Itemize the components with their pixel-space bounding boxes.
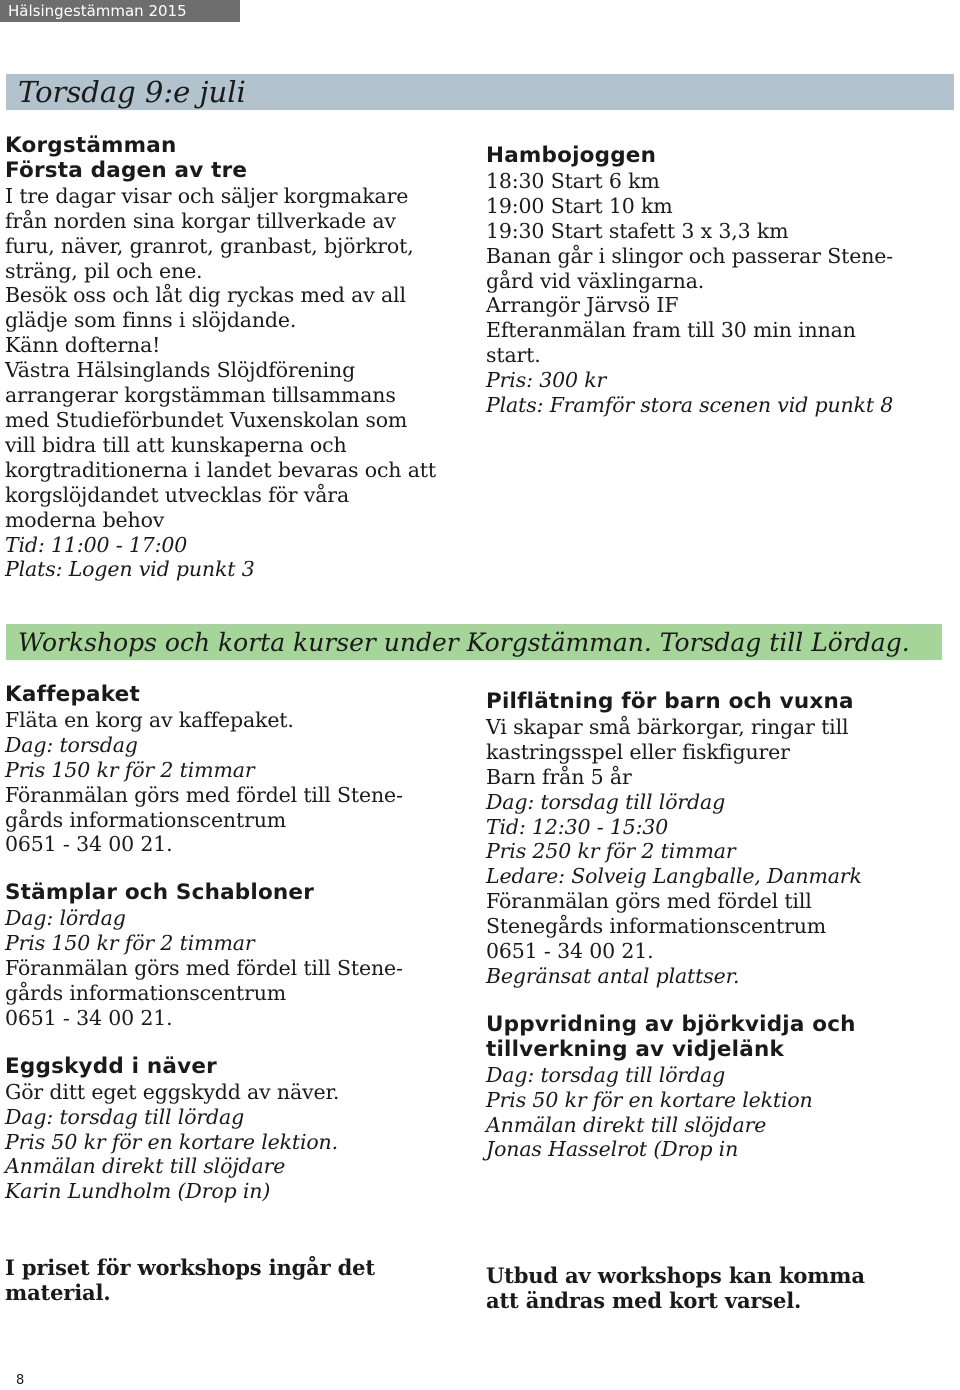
korgstamman-text: från norden sina korgar tillverkade av bbox=[5, 208, 396, 233]
pilflatning-text: Vi skapar små bärkorgar, ringar till bbox=[486, 714, 849, 739]
kaffepaket-phone: 0651 - 34 00 21. bbox=[5, 832, 173, 857]
footer-note-text: Utbud av workshops kan komma bbox=[486, 1263, 865, 1288]
header-title: Hälsingestämman 2015 bbox=[0, 0, 240, 22]
korgstamman-text: moderna behov bbox=[5, 507, 165, 532]
hambojoggen-text: 19:30 Start stafett 3 x 3,3 km bbox=[486, 218, 789, 243]
footer-note-right bbox=[486, 1264, 865, 1314]
uppvridning-heading: Uppvridning av björkvidja och bbox=[486, 1011, 856, 1037]
page-number: 8 bbox=[16, 1373, 25, 1388]
pilflatning-age: Barn från 5 år bbox=[486, 764, 632, 789]
pilflatning-time: Tid: 12:30 - 15:30 bbox=[486, 814, 669, 839]
korgstamman-section bbox=[5, 134, 436, 582]
hambojoggen-text: 19:00 Start 10 km bbox=[486, 193, 673, 218]
kaffepaket-text: gårds informationscentrum bbox=[5, 807, 287, 832]
stamplar-phone: 0651 - 34 00 21. bbox=[5, 1005, 173, 1030]
hambojoggen-section bbox=[486, 144, 893, 418]
stamplar-heading: Stämplar och Schabloner bbox=[5, 880, 315, 906]
stamplar-text: gårds informationscentrum bbox=[5, 980, 287, 1005]
eggskydd-teacher: Karin Lundholm (Drop in) bbox=[5, 1179, 271, 1204]
uppvridning-teacher: Jonas Hasselrot (Drop in bbox=[486, 1137, 739, 1162]
korgstamman-text: I tre dagar visar och säljer korgmakare bbox=[5, 183, 409, 208]
pilflatning-phone: 0651 - 34 00 21. bbox=[486, 939, 654, 964]
hambojoggen-price: Pris: 300 kr bbox=[486, 368, 607, 393]
uppvridning-price: Pris 50 kr för en kortare lektion bbox=[486, 1087, 813, 1112]
eggskydd-signup: Anmälan direkt till slöjdare bbox=[5, 1154, 286, 1179]
korgstamman-text: korgslöjdandet utvecklas för våra bbox=[5, 482, 350, 507]
pilflatning-text: kastringsspel eller fiskfigurer bbox=[486, 739, 790, 764]
kaffepaket-day: Dag: torsdag bbox=[5, 732, 138, 757]
workshops-banner bbox=[6, 624, 942, 660]
korgstamman-heading: Korgstämman bbox=[5, 133, 177, 158]
pilflatning-day: Dag: torsdag till lördag bbox=[486, 789, 726, 814]
pilflatning-heading: Pilflätning för barn och vuxna bbox=[486, 689, 854, 714]
workshops-title: Workshops och korta kurser under Korgstämman. Torsdag till Lördag. bbox=[18, 628, 910, 657]
korgstamman-subheading: Första dagen av tre bbox=[5, 157, 248, 183]
eggskydd-day: Dag: torsdag till lördag bbox=[5, 1104, 245, 1129]
hambojoggen-text: start. bbox=[486, 343, 541, 368]
pilflatning-price: Pris 250 kr för 2 timmar bbox=[486, 839, 736, 864]
uppvridning-signup: Anmälan direkt till slöjdare bbox=[486, 1112, 767, 1137]
pilflatning-leader: Ledare: Solveig Langballe, Danmark bbox=[486, 864, 862, 889]
day-title: Torsdag 9:e juli bbox=[18, 75, 246, 109]
korgstamman-text: arrangerar korgstämman tillsammans bbox=[5, 383, 396, 408]
hambojoggen-text: 18:30 Start 6 km bbox=[486, 168, 660, 193]
hambojoggen-text: Arrangör Järvsö IF bbox=[486, 293, 679, 318]
korgstamman-text: glädje som finns i slöjdande. bbox=[5, 308, 297, 333]
workshops-right-column bbox=[486, 690, 862, 1162]
hambojoggen-text: gård vid växlingarna. bbox=[486, 268, 705, 293]
korgstamman-time: Tid: 11:00 - 17:00 bbox=[5, 532, 188, 557]
korgstamman-place: Plats: Logen vid punkt 3 bbox=[5, 557, 255, 582]
stamplar-text: Föranmälan görs med fördel till Stene- bbox=[5, 956, 403, 981]
uppvridning-day: Dag: torsdag till lördag bbox=[486, 1062, 726, 1087]
footer-note-left bbox=[5, 1256, 375, 1306]
eggskydd-text: Gör ditt eget eggskydd av näver. bbox=[5, 1079, 340, 1104]
footer-note-text: att ändras med kort varsel. bbox=[486, 1287, 802, 1313]
hambojoggen-text: Banan går i slingor och passerar Stene- bbox=[486, 243, 894, 268]
korgstamman-text: Västra Hälsinglands Slöjdförening bbox=[5, 358, 356, 383]
hambojoggen-text: Efteranmälan fram till 30 min innan bbox=[486, 318, 856, 343]
hambojoggen-place: Plats: Framför stora scenen vid punkt 8 bbox=[486, 393, 894, 418]
hambojoggen-heading: Hambojoggen bbox=[486, 143, 657, 168]
footer-note-text: I priset för workshops ingår det bbox=[5, 1255, 375, 1280]
korgstamman-text: Besök oss och låt dig ryckas med av all bbox=[5, 283, 406, 308]
pilflatning-limit: Begränsat antal plattser. bbox=[486, 963, 740, 988]
kaffepaket-heading: Kaffepaket bbox=[5, 682, 140, 707]
korgstamman-text: korgtraditionerna i landet bevaras och att bbox=[5, 457, 436, 482]
uppvridning-heading: tillverkning av vidjelänk bbox=[486, 1036, 784, 1062]
eggskydd-price: Pris 50 kr för en kortare lektion. bbox=[5, 1129, 338, 1154]
kaffepaket-text: Föranmälan görs med fördel till Stene- bbox=[5, 782, 403, 807]
workshops-left-column bbox=[5, 683, 403, 1204]
kaffepaket-price: Pris 150 kr för 2 timmar bbox=[5, 757, 255, 782]
pilflatning-text: Stenegårds informationscentrum bbox=[486, 914, 827, 939]
stamplar-day: Dag: lördag bbox=[5, 906, 126, 931]
korgstamman-text: sträng, pil och ene. bbox=[5, 258, 203, 283]
korgstamman-text: Känn dofterna! bbox=[5, 333, 161, 358]
korgstamman-text: med Studieförbundet Vuxenskolan som bbox=[5, 407, 408, 432]
stamplar-price: Pris 150 kr för 2 timmar bbox=[5, 931, 255, 956]
day-banner bbox=[6, 74, 954, 110]
korgstamman-text: vill bidra till att kunskaperna och bbox=[5, 432, 347, 457]
korgstamman-text: furu, näver, granrot, granbast, björkrot, bbox=[5, 233, 414, 258]
pilflatning-text: Föranmälan görs med fördel till bbox=[486, 889, 812, 914]
kaffepaket-text: Fläta en korg av kaffepaket. bbox=[5, 707, 294, 732]
footer-note-text: material. bbox=[5, 1279, 111, 1305]
eggskydd-heading: Eggskydd i näver bbox=[5, 1053, 217, 1079]
